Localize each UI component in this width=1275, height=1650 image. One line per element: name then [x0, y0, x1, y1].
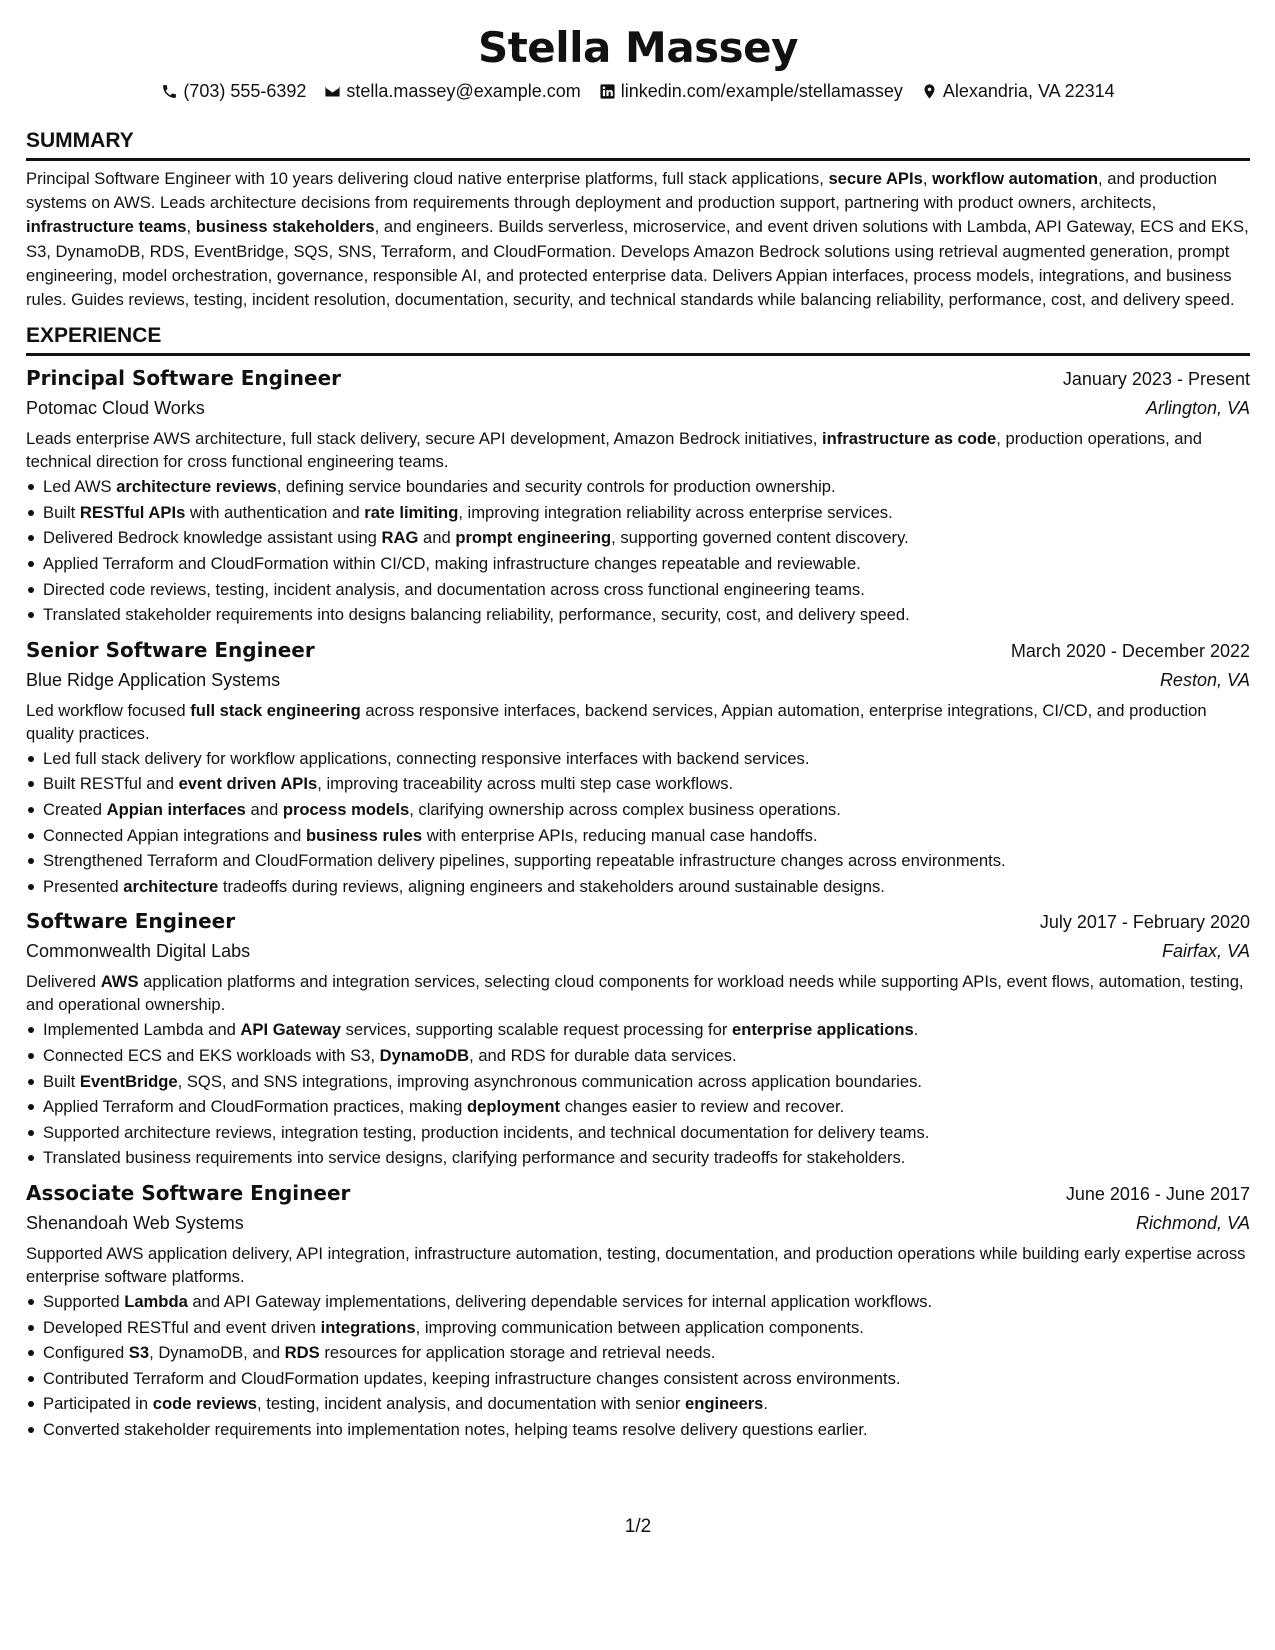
job-description: [26, 1242, 1250, 1288]
job-header: [26, 636, 1250, 665]
emphasis-text: Lambda: [124, 1291, 188, 1311]
list-item: [26, 848, 1250, 874]
emphasis-text: enterprise applications: [732, 1020, 914, 1040]
emphasis-text: integrations: [320, 1317, 416, 1337]
emphasis-text: infrastructure teams: [26, 217, 187, 237]
emphasis-text: EventBridge: [79, 1071, 178, 1091]
job-header: [26, 1179, 1250, 1208]
list-item: [26, 602, 1250, 628]
text-run: Translated business requirements into service designs, clarifying performance and security tradeoffs for stakeholders.: [43, 1148, 906, 1168]
text-run: , and production systems on AWS. Leads architecture decisions from requirements through deployment and production support, partnering with product owners, architects,: [26, 169, 1218, 213]
text-run: Connected ECS and EKS workloads with S3,: [43, 1045, 380, 1065]
list-item: [26, 771, 1250, 797]
text-run: Created: [43, 799, 107, 819]
text-run: , and engineers. Builds serverless, microservice, and event driven solutions with Lambda, API Gateway, ECS and EKS, S3, DynamoDB, RDS, EventBridge, SQS, SNS, Terraform, and CloudFormation. Develops Amazon Bedrock solutions using retrieval augmented generation, prompt engineering, model orchestration, governance, responsible AI, and protected enterprise data. Delivers Appian interfaces, process models, integrations, and business rules. Guides reviews, testing, incident resolution, documentation, security, and technical standards while balancing reliability, performance, cost, and delivery speed.: [26, 217, 1249, 310]
summary-heading: SUMMARY: [26, 127, 1250, 161]
map-pin-icon: [921, 83, 938, 100]
list-item: [26, 1120, 1250, 1146]
page-number: 1/2: [624, 1516, 652, 1537]
job-entry: [26, 364, 1250, 628]
emphasis-text: API Gateway: [240, 1020, 341, 1040]
envelope-icon: [324, 83, 341, 100]
emphasis-text: architecture reviews: [116, 477, 277, 497]
text-run: and API Gateway implementations, delivering dependable services for internal application workflows.: [187, 1291, 933, 1311]
emphasis-text: business stakeholders: [195, 217, 375, 237]
text-run: Converted stakeholder requirements into implementation notes, helping teams resolve delivery questions earlier.: [43, 1419, 868, 1439]
text-run: application platforms and integration services, selecting cloud components for workload needs while supporting APIs, event flows, automation, testing, and operational ownership.: [26, 972, 1244, 1015]
text-run: Led full stack delivery for workflow applications, connecting responsive interfaces with backend services.: [43, 748, 810, 768]
text-run: , and RDS for durable data services.: [469, 1045, 737, 1065]
text-run: across responsive interfaces, backend services, Appian automation, enterprise integrations, CI/CD, and production quality practices.: [26, 700, 1207, 743]
text-run: Built RESTful and: [43, 774, 179, 794]
job-subheader: [26, 395, 1250, 421]
text-run: Strengthened Terraform and CloudFormation delivery pipelines, supporting repeatable infrastructure changes across environments.: [43, 851, 1006, 871]
emphasis-text: architecture: [123, 876, 219, 896]
emphasis-text: full stack engineering: [190, 700, 361, 720]
text-run: ,: [922, 169, 933, 188]
text-run: ,: [186, 217, 196, 237]
job-title: Senior Software Engineer: [26, 637, 315, 662]
emphasis-text: S3: [128, 1343, 150, 1363]
text-run: Connected Appian integrations and: [43, 825, 306, 845]
text-run: Led AWS: [43, 477, 117, 497]
job-title: Associate Software Engineer: [26, 1180, 351, 1205]
contact-email[interactable]: [324, 80, 580, 102]
emphasis-text: engineers: [685, 1394, 764, 1414]
list-item: [26, 474, 1250, 500]
text-run: , SQS, and SNS integrations, improving asynchronous communication across application boundaries.: [177, 1071, 922, 1091]
text-run: Configured: [43, 1343, 129, 1363]
job-company: Shenandoah Web Systems: [26, 1212, 244, 1233]
text-run: Directed code reviews, testing, incident analysis, and documentation across cross functional engineering teams.: [43, 579, 865, 599]
phone-text: (703) 555-6392: [183, 81, 307, 101]
text-run: Contributed Terraform and CloudFormation updates, keeping infrastructure changes consistent across environments.: [43, 1368, 901, 1388]
list-item: [26, 1017, 1250, 1043]
linkedin-text[interactable]: linkedin.com/example/stellamassey: [620, 81, 903, 101]
emphasis-text: prompt engineering: [455, 528, 612, 548]
job-bullets: [26, 1289, 1250, 1443]
text-run: Presented: [43, 876, 124, 896]
emphasis-text: workflow automation: [932, 169, 1099, 188]
resume-page: [26, 0, 1250, 1650]
job-dates: July 2017 - February 2020: [1039, 912, 1250, 933]
list-item: [26, 1043, 1250, 1069]
job-subheader: [26, 938, 1250, 964]
job-dates: January 2023 - Present: [1062, 369, 1250, 390]
list-item: [26, 1289, 1250, 1315]
emphasis-text: code reviews: [152, 1394, 257, 1414]
emphasis-text: RDS: [284, 1343, 320, 1363]
text-run: Developed RESTful and event driven: [43, 1317, 321, 1337]
job-bullets: [26, 746, 1250, 900]
list-item: [26, 797, 1250, 823]
text-run: , DynamoDB, and: [149, 1343, 285, 1363]
list-item: [26, 1391, 1250, 1417]
list-item: [26, 1094, 1250, 1120]
text-run: Built: [43, 1071, 80, 1091]
list-item: [26, 500, 1250, 526]
text-run: resources for application storage and retrieval needs.: [319, 1343, 716, 1363]
job-bullets: [26, 474, 1250, 628]
list-item: [26, 1340, 1250, 1366]
email-text[interactable]: stella.massey@example.com: [346, 81, 581, 101]
text-run: and: [418, 528, 456, 548]
text-run: .: [763, 1394, 769, 1414]
emphasis-text: RESTful APIs: [79, 502, 186, 522]
list-item: [26, 551, 1250, 577]
text-run: Translated stakeholder requirements into designs balancing reliability, performance, security, cost, and delivery speed.: [43, 605, 910, 625]
job-location: Richmond, VA: [1135, 1212, 1250, 1233]
job-header: [26, 364, 1250, 393]
text-run: , production operations, and technical direction for cross functional engineering teams.: [26, 429, 1202, 472]
text-run: Applied Terraform and CloudFormation within CI/CD, making infrastructure changes repeatable and reviewable.: [43, 554, 861, 573]
list-item: [26, 1417, 1250, 1443]
text-run: Led workflow focused: [26, 700, 191, 720]
text-run: , testing, incident analysis, and documentation with senior: [257, 1394, 685, 1414]
text-run: and: [245, 799, 283, 819]
text-run: Applied Terraform and CloudFormation practices, making: [43, 1097, 467, 1117]
text-run: Supported AWS application delivery, API integration, infrastructure automation, testing, documentation, and production operations while building early expertise across enterprise software platforms.: [26, 1243, 1246, 1286]
job-subheader: [26, 667, 1250, 693]
job-company: Blue Ridge Application Systems: [26, 669, 281, 690]
text-run: , improving integration reliability across enterprise services.: [458, 502, 893, 522]
list-item: [26, 525, 1250, 551]
job-dates: June 2016 - June 2017: [1065, 1183, 1250, 1204]
linkedin-icon: [599, 83, 616, 100]
list-item: [26, 577, 1250, 603]
list-item: [26, 874, 1250, 900]
text-run: changes easier to review and recover.: [560, 1097, 845, 1117]
phone-icon: [161, 83, 178, 100]
text-run: .: [913, 1020, 919, 1040]
contact-bar: [26, 80, 1250, 102]
job-location: Arlington, VA: [1145, 398, 1250, 419]
text-run: with authentication and: [185, 502, 365, 522]
job-entry: [26, 907, 1250, 1171]
job-company: Potomac Cloud Works: [26, 398, 205, 419]
text-run: Supported architecture reviews, integration testing, production incidents, and technical documentation for delivery teams.: [43, 1122, 930, 1142]
job-description: [26, 699, 1250, 745]
contact-location: [921, 80, 1115, 102]
emphasis-text: DynamoDB: [379, 1045, 470, 1065]
list-item: [26, 823, 1250, 849]
candidate-name: Stella Massey: [477, 23, 799, 72]
text-run: Delivered Bedrock knowledge assistant using: [43, 528, 382, 548]
text-run: with enterprise APIs, reducing manual case handoffs.: [422, 825, 818, 845]
text-run: Participated in: [43, 1394, 153, 1414]
emphasis-text: deployment: [466, 1097, 561, 1117]
text-run: , improving traceability across multi step case workflows.: [317, 774, 734, 794]
job-header: [26, 907, 1250, 936]
emphasis-text: rate limiting: [364, 502, 459, 522]
text-run: , clarifying ownership across complex business operations.: [409, 799, 841, 819]
list-item: [26, 746, 1250, 772]
job-company: Commonwealth Digital Labs: [26, 941, 251, 962]
location-text: Alexandria, VA 22314: [942, 81, 1115, 101]
job-title: Software Engineer: [26, 909, 236, 934]
text-run: Supported: [43, 1291, 125, 1311]
emphasis-text: infrastructure as code: [821, 429, 997, 449]
job-description: [26, 970, 1250, 1016]
job-bullets: [26, 1017, 1250, 1171]
job-location: Reston, VA: [1159, 669, 1250, 690]
list-item: [26, 1315, 1250, 1341]
experience-heading: EXPERIENCE: [26, 322, 1250, 356]
job-dates: March 2020 - December 2022: [1010, 640, 1250, 661]
text-run: Leads enterprise AWS architecture, full stack delivery, secure API development, Amazon Bedrock initiatives,: [26, 429, 822, 449]
summary-paragraph: [26, 167, 1250, 312]
text-run: , supporting governed content discovery.: [611, 528, 909, 548]
experience-list: [26, 364, 1250, 1442]
job-subheader: [26, 1210, 1250, 1236]
job-description: [26, 427, 1250, 473]
list-item: [26, 1145, 1250, 1171]
emphasis-text: AWS: [100, 972, 139, 992]
text-run: services, supporting scalable request processing for: [340, 1020, 733, 1040]
text-run: Delivered: [26, 972, 101, 992]
contact-phone: [161, 80, 306, 102]
emphasis-text: business rules: [305, 825, 423, 845]
text-run: Implemented Lambda and: [43, 1020, 241, 1040]
text-run: Principal Software Engineer with 10 years delivering cloud native enterprise platforms, full stack applications,: [26, 169, 829, 188]
text-run: tradeoffs during reviews, aligning engineers and stakeholders around sustainable designs.: [218, 876, 885, 896]
contact-linkedin[interactable]: [599, 80, 903, 102]
list-item: [26, 1069, 1250, 1095]
job-entry: [26, 636, 1250, 900]
text-run: , improving communication between application components.: [415, 1317, 864, 1337]
list-item: [26, 1366, 1250, 1392]
emphasis-text: Appian interfaces: [106, 799, 246, 819]
text-run: Built: [43, 502, 80, 522]
emphasis-text: secure APIs: [828, 169, 923, 188]
emphasis-text: RAG: [381, 528, 419, 548]
job-entry: [26, 1179, 1250, 1443]
emphasis-text: process models: [282, 799, 410, 819]
job-location: Fairfax, VA: [1161, 941, 1250, 962]
text-run: , defining service boundaries and security controls for production ownership.: [276, 477, 836, 497]
job-title: Principal Software Engineer: [26, 366, 342, 391]
emphasis-text: event driven APIs: [178, 774, 318, 794]
